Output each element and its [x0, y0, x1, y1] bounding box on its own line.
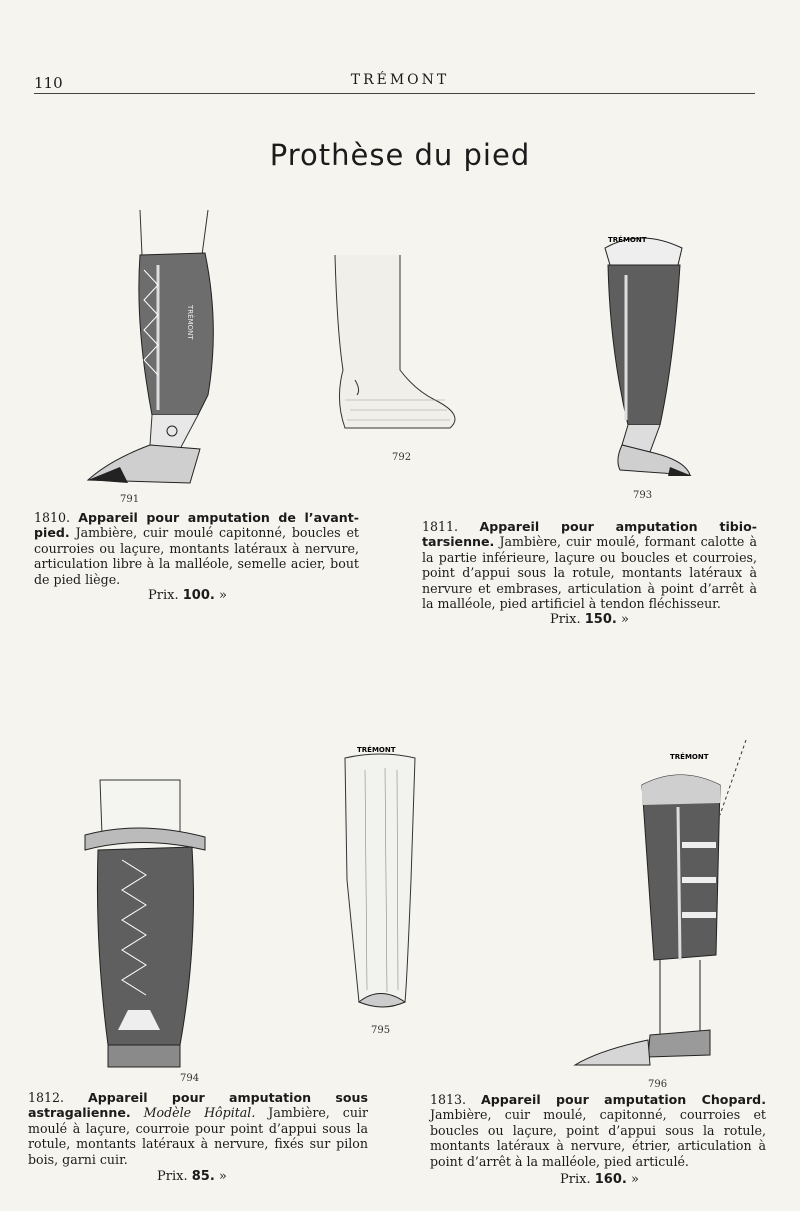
figure-793-illustration: [590, 220, 710, 485]
figure-number: 792: [392, 452, 412, 463]
figure-795-illustration: [335, 740, 425, 1020]
price-value: 160.: [594, 1172, 627, 1187]
price-value: 85.: [191, 1169, 215, 1184]
stamp-796: TRÉMONT: [670, 753, 709, 761]
price-label: Prix.: [157, 1169, 188, 1184]
price-value: 100.: [182, 588, 215, 603]
item-1811-description: [422, 519, 757, 611]
figure-794-illustration: [80, 775, 220, 1075]
figure-791-illustration: [80, 205, 255, 495]
price-suffix: »: [630, 1172, 639, 1187]
price-suffix: »: [218, 1169, 227, 1184]
item-1812-price: [157, 1169, 227, 1184]
item-ref: 1813.: [430, 1092, 467, 1107]
stamp-793: TRÉMONT: [608, 236, 647, 244]
running-head: TRÉMONT: [350, 72, 450, 88]
figure-792-illustration: [325, 250, 465, 440]
item-title: Appareil pour amputation tibio-tarsienne.: [422, 519, 757, 550]
item-1810-price: [148, 588, 227, 603]
item-ref: 1812.: [28, 1090, 65, 1105]
figure-number: 794: [180, 1073, 200, 1084]
figure-number: 795: [371, 1025, 391, 1036]
price-label: Prix.: [550, 612, 581, 627]
price-suffix: »: [620, 612, 629, 627]
item-1813-description: [430, 1092, 766, 1169]
stamp-791: TRÉMONT: [186, 305, 194, 340]
item-title: Appareil pour amputation de l’avant-pied.: [34, 510, 359, 541]
page-number: 110: [34, 74, 63, 92]
price-value: 150.: [584, 612, 617, 627]
stamp-795: TRÉMONT: [357, 746, 396, 754]
item-text: Jambière, cuir moulé, formant calotte à la partie inférieure, laçure ou boucles et courroies, point d’appui sous la rotule, montants latéraux à nervure et embrases, articulation à point d’arrêt à la malléole, pied artificiel à tendon fléchisseur.: [422, 534, 757, 612]
item-1812-description: [28, 1090, 368, 1167]
item-1811-price: [550, 612, 629, 627]
item-title: Appareil pour amputation sous astragalienne.: [28, 1090, 368, 1121]
item-text: Jambière, cuir moulé à laçure, courroie pour point d’appui sous la rotule, montants latéraux à nervure, fixés sur pilon bois, garni cuir.: [28, 1105, 368, 1167]
price-label: Prix.: [148, 588, 179, 603]
figure-796-illustration: [570, 735, 760, 1080]
figure-number: 796: [648, 1079, 668, 1090]
item-ref: 1811.: [422, 519, 459, 534]
section-title: Prothèse du pied: [269, 138, 531, 172]
item-1810-description: [34, 510, 359, 587]
item-1813-price: [560, 1172, 639, 1187]
price-label: Prix.: [560, 1172, 591, 1187]
item-text: Jambière, cuir moulé, capitonné, courroies et boucles ou laçure, point d’appui sous la rotule, montants latéraux à nervure, étrier, articulation à point d’arrêt à la malléole, pied articulé.: [430, 1107, 766, 1169]
figure-number: 793: [633, 490, 653, 501]
item-ref: 1810.: [34, 510, 71, 525]
item-text: Jambière, cuir moulé capitonné, boucles et courroies ou laçure, montants latéraux à nervure, articulation libre à la malléole, semelle acier, bout de pied liège.: [34, 525, 359, 587]
item-title: Appareil pour amputation Chopard.: [481, 1092, 766, 1107]
figure-number: 791: [120, 494, 140, 505]
price-suffix: »: [218, 588, 227, 603]
item-subtitle: Modèle Hôpital.: [143, 1105, 256, 1121]
header-rule: [34, 93, 755, 94]
